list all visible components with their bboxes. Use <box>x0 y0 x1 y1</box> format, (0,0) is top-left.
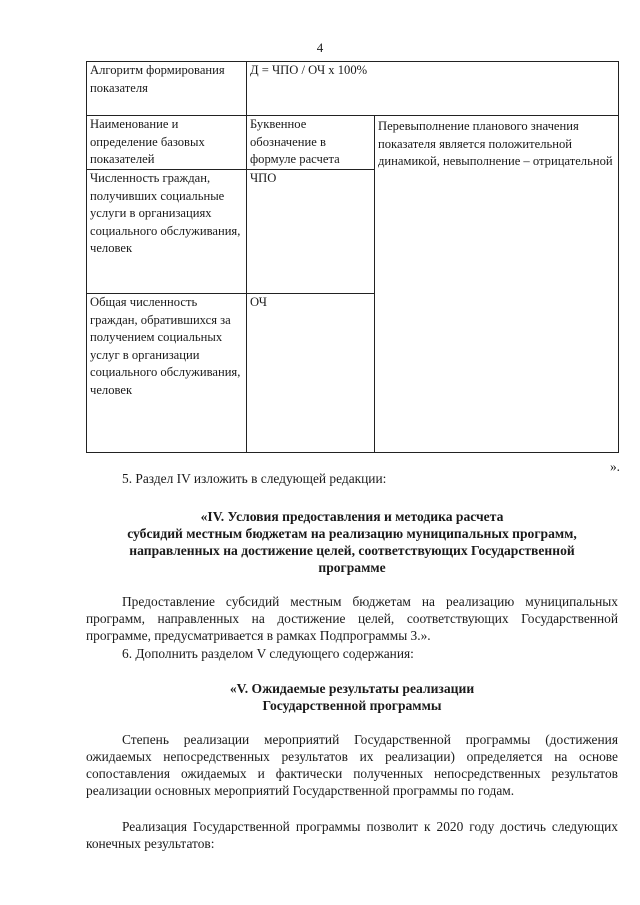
table-row-algorithm <box>87 62 619 116</box>
item-5-text: 5. Раздел IV изложить в следующей редакции: <box>122 471 387 486</box>
table-header-row <box>87 116 619 170</box>
row-letter-cell: ОЧ <box>247 294 375 453</box>
header-name-cell: Наименование и определение базовых показателей <box>87 116 247 170</box>
closing-quote: ». <box>609 459 620 474</box>
section-4-title-line-3: направленных на достижение целей, соответствующих Государственной <box>129 543 575 558</box>
algorithm-label-cell: Алгоритм формирования показателя <box>87 62 247 116</box>
row-name-cell: Общая численность граждан, обратившихся за получением социальных услуг в организации социального обслуживания, человек <box>87 294 247 453</box>
row-name-cell: Численность граждан, получивших социальные услуги в организациях социального обслуживания, человек <box>87 170 247 294</box>
section-4-title-line-4: программе <box>318 560 386 575</box>
section-5-title-line-1: «V. Ожидаемые результаты реализации <box>229 681 475 696</box>
row-letter-cell: ЧПО <box>247 170 375 294</box>
section-4-paragraph: Предоставление субсидий местным бюджетам на реализацию муниципальных программ, направленных на достижение целей, соответствующих Государственной программе, предусматривается в рамках Подпрограммы 3.». <box>86 594 618 643</box>
page-number: 4 <box>316 40 324 55</box>
section-5-paragraph-2: Реализация Государственной программы позволит к 2020 году достичь следующих конечных результатов: <box>86 819 618 851</box>
header-letter-cell: Буквенное обозначение в формуле расчета <box>247 116 375 170</box>
note-cell: Перевыполнение планового значения показателя является положительной динамикой, невыполнение – отрицательной <box>375 116 619 453</box>
algorithm-formula-cell: Д = ЧПО / ОЧ х 100% <box>247 62 619 116</box>
item-6-text: 6. Дополнить разделом V следующего содержания: <box>122 646 414 661</box>
section-4-title-line-1: «IV. Условия предоставления и методика расчета <box>200 509 504 524</box>
indicator-table <box>86 61 619 453</box>
section-5-title-line-2: Государственной программы <box>262 698 442 713</box>
section-5-paragraph-1: Степень реализации мероприятий Государственной программы (достижения ожидаемых непосредственных результатов их реализации) определяется на основе сопоставления ожидаемых и фактически полученных непосредственных результатов реализации основных мероприятий Государственной программы по годам. <box>86 732 618 798</box>
section-4-title-line-2: субсидий местным бюджетам на реализацию муниципальных программ, <box>127 526 577 541</box>
